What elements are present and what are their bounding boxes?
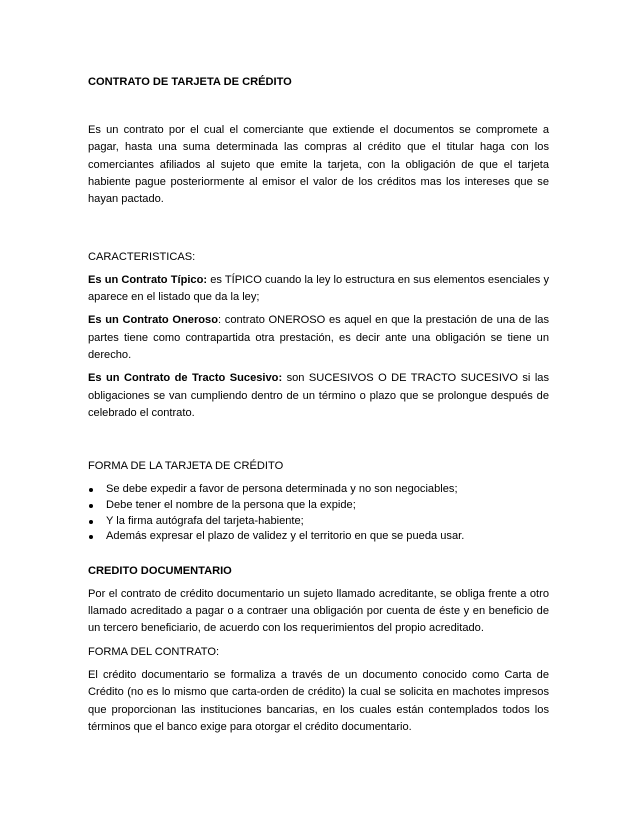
caracteristica-oneroso-term: Es un Contrato Oneroso — [88, 314, 219, 327]
document-title: CONTRATO DE TARJETA DE CRÉDITO — [88, 76, 292, 88]
list-item — [88, 498, 549, 514]
credito-documentario-paragraph: Por el contrato de crédito documentario un sujeto llamado acreditante, se obliga frente a otro llamado acreditado a pagar o a contraer una obligación por cuenta de éste y en beneficio de un tercero beneficiario, de acuerdo con los requerimientos del propio acreditado. — [88, 587, 549, 635]
bullet-icon — [89, 520, 93, 524]
bullet-icon — [89, 504, 93, 508]
caracteristica-tipico-term: Es un Contrato Típico: — [88, 273, 208, 286]
caracteristica-tracto-text: son SUCESIVOS O DE TRACTO SUCESIVO si las obligaciones se van cumpliendo dentro de un término o plazo que se prolongue después de celebrado el contrato. — [88, 372, 549, 419]
document-page — [88, 74, 549, 736]
list-item — [88, 514, 549, 530]
list-item-text: Y la firma autógrafa del tarjeta-habiente; — [106, 514, 304, 527]
credito-documentario-heading: CREDITO DOCUMENTARIO — [88, 564, 232, 577]
forma-tarjeta-heading: FORMA DE LA TARJETA DE CRÉDITO — [88, 460, 284, 473]
forma-contrato-paragraph: El crédito documentario se formaliza a través de un documento conocido como Carta de Crédito (no es lo mismo que carta-orden de crédito) la cual se solicita en machotes impresos que proporcionan las instituciones bancarias, en los cuales están contemplados todos los términos que el banco exige para otorgar el crédito documentario. — [88, 669, 549, 733]
forma-contrato-heading: FORMA DEL CONTRATO: — [88, 645, 220, 658]
intro-paragraph: Es un contrato por el cual el comerciante que extiende el documentos se compromete a pagar, hasta una suma determinada las compras al crédito que el titular haga con los comerciantes afiliados al sujeto que emite la tarjeta, con la obligación de que el tarjeta habiente pague posteriormente al emisor el valor de los créditos mas los intereses que se hayan pactado. — [88, 124, 549, 206]
list-item — [88, 482, 549, 498]
caracteristica-tracto-sucesivo — [88, 370, 549, 422]
caracteristicas-heading: CARACTERISTICAS: — [88, 251, 196, 264]
caracteristica-oneroso — [88, 312, 549, 364]
bullet-icon — [89, 535, 93, 539]
forma-tarjeta-list — [88, 482, 549, 544]
list-item — [88, 529, 549, 545]
bullet-icon — [89, 488, 93, 492]
list-item-text: Debe tener el nombre de la persona que la expide; — [106, 499, 356, 512]
list-item-text: Además expresar el plazo de validez y el territorio en que se pueda usar. — [106, 530, 465, 543]
caracteristica-tipico-text: es TÍPICO cuando la ley lo estructura en sus elementos esenciales y aparece en el listado que da la ley; — [88, 273, 549, 304]
caracteristica-oneroso-text: : contrato ONEROSO es aquel en que la prestación de una de las partes tiene como contrapartida otra prestación, es decir ante una obligación se tiene un derecho. — [88, 314, 550, 361]
caracteristica-tipico — [88, 272, 549, 307]
caracteristica-tracto-term: Es un Contrato de Tracto Sucesivo: — [88, 372, 283, 385]
list-item-text: Se debe expedir a favor de persona determinada y no son negociables; — [106, 483, 458, 496]
